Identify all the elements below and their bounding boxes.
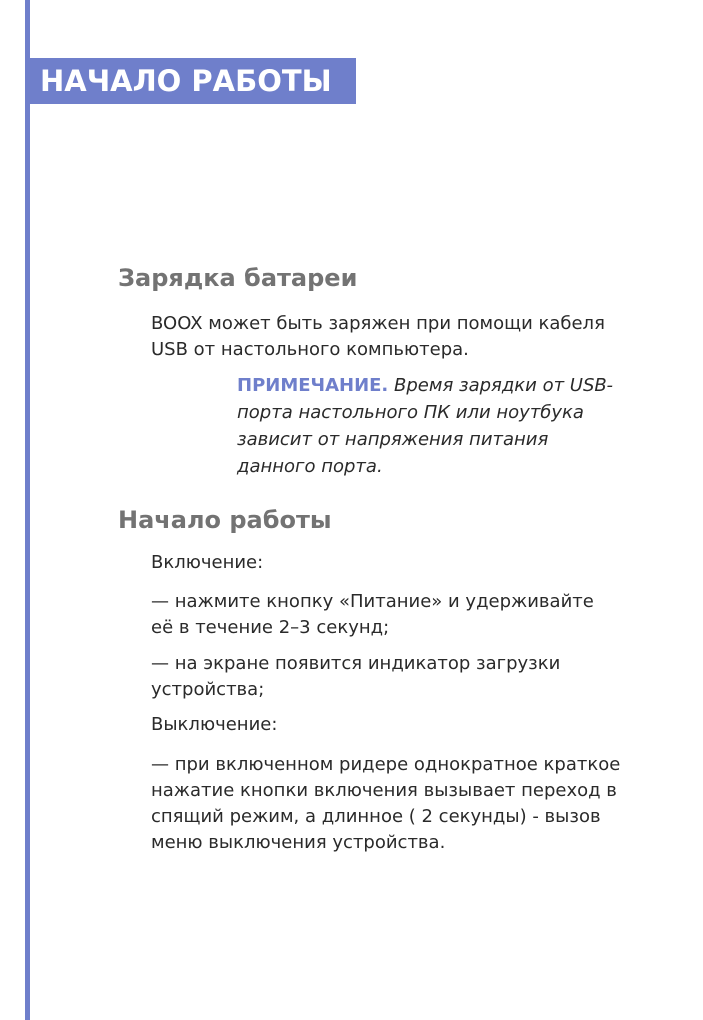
note-label: ПРИМЕЧАНИЕ. [237,375,389,396]
page-title-banner: НАЧАЛО РАБОТЫ [28,58,356,104]
step-line: нажатие кнопки включения вызывает переход в [151,780,617,801]
power-on-step-1 [151,589,594,641]
paragraph-line: BOOX может быть заряжен при помощи кабеля [151,313,605,334]
step-line: — при включенном ридере однократное краткое [151,754,621,775]
power-off-step-1 [151,752,620,856]
step-line: меню выключения устройства. [151,832,446,853]
step-line: спящий режим, а длинное ( 2 секунды) - вызов [151,806,601,827]
step-line: — на экране появится индикатор загрузки [151,653,561,674]
charging-note [237,372,657,480]
step-line: — нажмите кнопку «Питание» и удерживайте [151,591,594,612]
note-line: Время зарядки от USB- [394,375,613,396]
note-line: данного порта. [237,456,383,477]
power-on-step-2 [151,651,560,703]
note-line: зависит от напряжения питания [237,429,549,450]
power-off-label: Выключение: [151,714,278,735]
note-line: порта настольного ПК или ноутбука [237,402,584,423]
section-heading-getting-started: Начало работы [118,506,332,534]
section-heading-battery-charging: Зарядка батареи [118,264,358,292]
power-on-label: Включение: [151,552,264,573]
step-line: её в течение 2–3 секунд; [151,617,390,638]
battery-charging-paragraph [151,311,605,363]
left-margin-rule [25,0,30,1020]
paragraph-line: USB от настольного компьютера. [151,339,469,360]
step-line: устройства; [151,679,265,700]
